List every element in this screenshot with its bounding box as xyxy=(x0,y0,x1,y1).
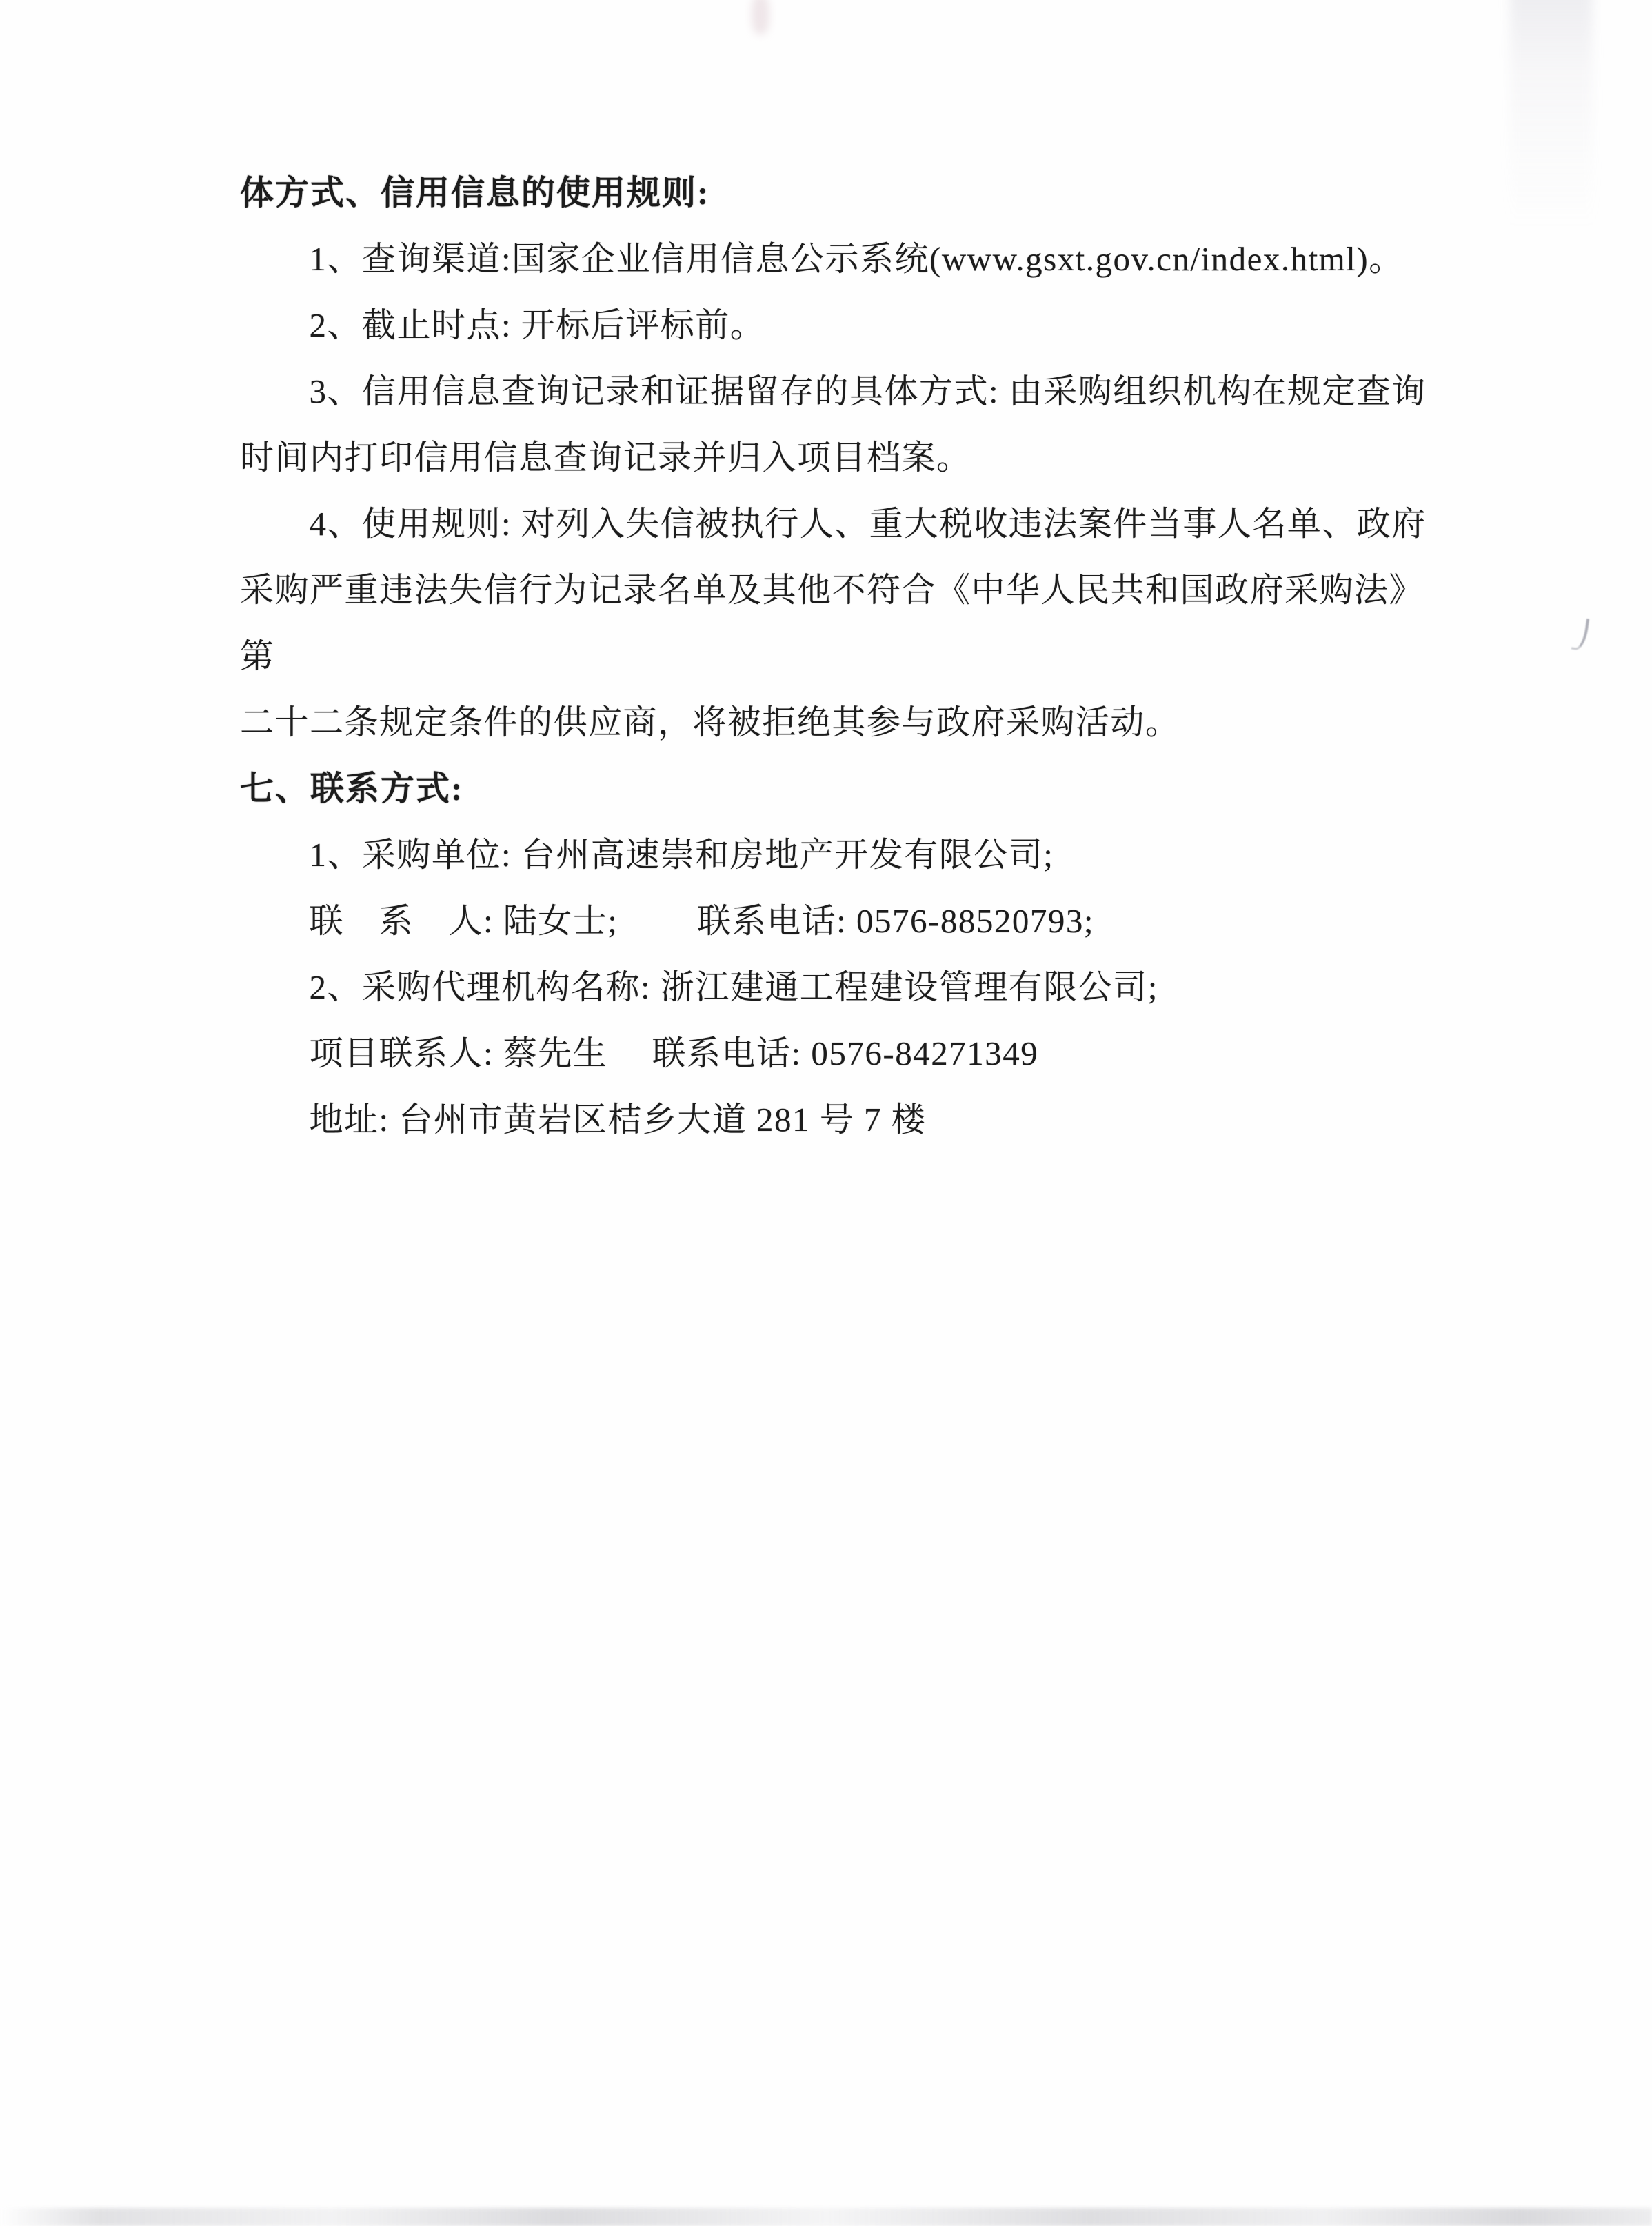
item-agency: 2、采购代理机构名称: 浙江建通工程建设管理有限公司; xyxy=(309,968,1158,1006)
item-address: 地址: 台州市黄岩区桔乡大道 281 号 7 楼 xyxy=(309,1101,927,1139)
item-record-method-cont: 时间内打印信用信息查询记录并归入项目档案。 xyxy=(240,439,971,477)
scan-smudge-artifact xyxy=(1510,0,1593,228)
document-body xyxy=(240,160,1440,1153)
heading-contact-info: 七、联系方式: xyxy=(240,770,464,808)
pen-mark-artifact xyxy=(1571,617,1589,651)
item-usage-rule-cont-1: 采购严重违法失信行为记录名单及其他不符合《中华人民共和国政府采购法》第 xyxy=(240,571,1424,675)
scan-smudge-artifact xyxy=(752,0,769,34)
item-query-channel: 1、查询渠道:国家企业信用信息公示系统(www.gsxt.gov.cn/index.html)。 xyxy=(309,240,1404,278)
item-deadline: 2、截止时点: 开标后评标前。 xyxy=(309,306,765,344)
item-record-method: 3、信用信息查询记录和证据留存的具体方式: 由采购组织机构在规定查询 xyxy=(309,372,1427,410)
heading-credit-info-rules: 体方式、信用信息的使用规则: xyxy=(240,174,710,212)
item-purchaser-contact: 联 系 人: 陆女士; 联系电话: 0576-88520793; xyxy=(309,902,1094,940)
item-usage-rule: 4、使用规则: 对列入失信被执行人、重大税收违法案件当事人名单、政府 xyxy=(309,505,1427,543)
item-agency-contact: 项目联系人: 蔡先生 联系电话: 0576-84271349 xyxy=(309,1034,1039,1072)
scan-edge-artifact xyxy=(0,2208,1652,2226)
item-purchaser: 1、采购单位: 台州高速崇和房地产开发有限公司; xyxy=(309,836,1054,874)
item-usage-rule-cont-2: 二十二条规定条件的供应商，将被拒绝其参与政府采购活动。 xyxy=(240,703,1180,741)
